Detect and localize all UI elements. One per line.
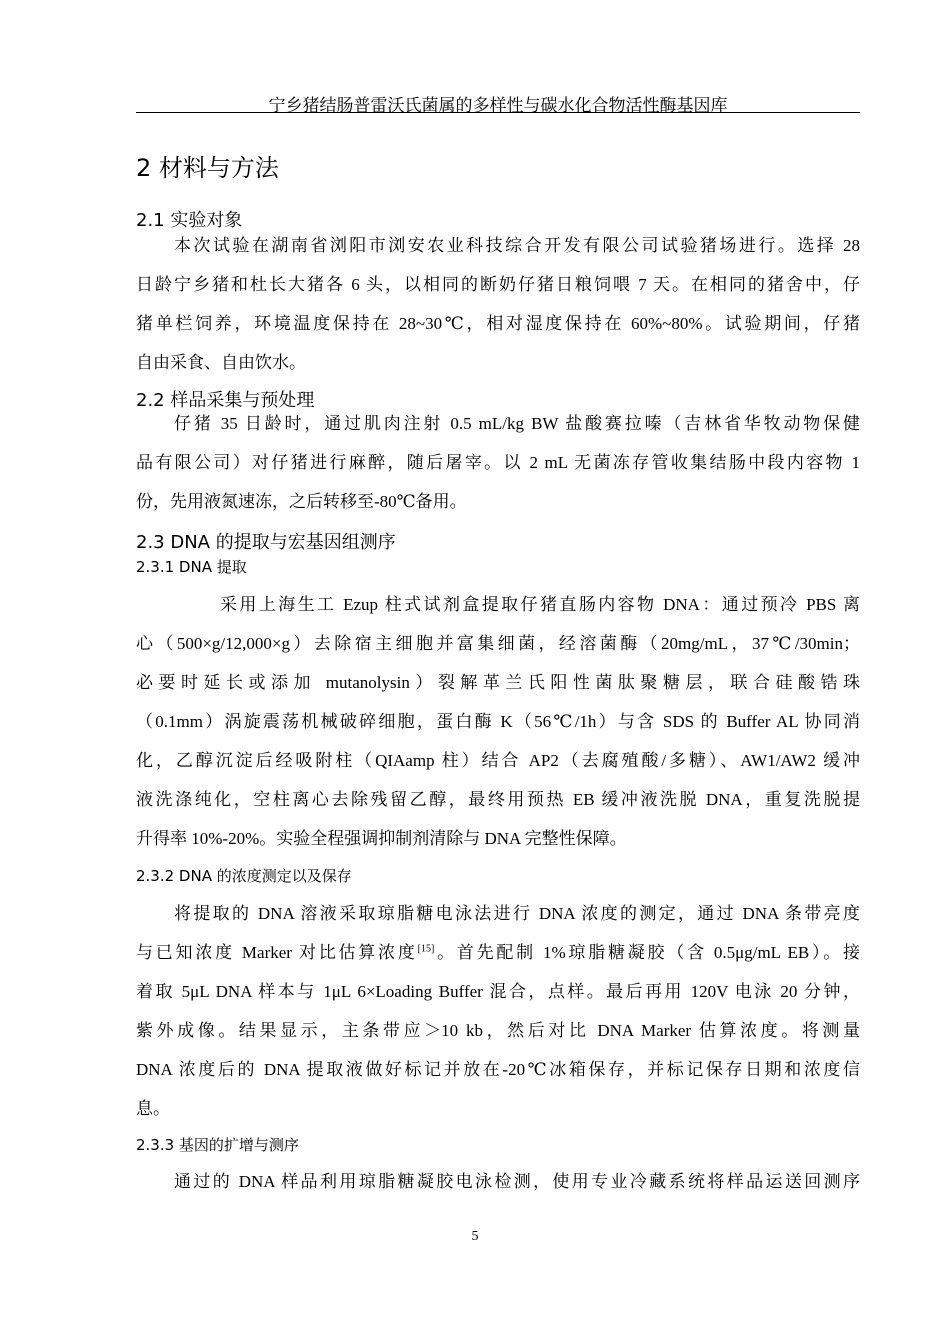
header-rule [136,112,860,113]
text-line: 心（500×g/12,000×g）去除宿主细胞并富集细菌，经溶菌酶（20mg/mL，37℃/30min； [136,634,860,653]
text-line: 份，先用液氮速冻，之后转移至-80℃备用。 [136,492,467,511]
chapter-title: 2 材料与方法 [136,154,279,182]
subsection-heading-2-3-2: 2.3.2 DNA 的浓度测定以及保存 [136,867,352,885]
text-segment: 。首先配制 1%琼脂糖凝胶（含 0.5μg/mL EB）。接 [434,943,861,962]
text-line: 紫外成像。结果显示，主条带应＞10 kb，然后对比 DNA Marker 估算浓度。将测量 [136,1021,860,1040]
paragraph-2-3-2 [136,894,860,1128]
text-line: 采用上海生工 Ezup 柱式试剂盒提取仔猪直肠内容物 DNA：通过预冷 PBS 离 [220,595,860,614]
text-line: 自由采食、自由饮水。 [136,353,306,372]
text-line: 必要时延长或添加 mutanolysin）裂解革兰氏阳性菌肽聚糖层，联合硅酸锆珠 [136,673,860,692]
text-line: 升得率 10%-20%。实验全程强调抑制剂清除与 DNA 完整性保障。 [136,829,627,848]
text-line: DNA 浓度后的 DNA 提取液做好标记并放在-20℃冰箱保存，并标记保存日期和浓度信 [136,1060,860,1079]
text-line: （0.1mm）涡旋震荡机械破碎细胞，蛋白酶 K（56℃/1h）与含 SDS 的 Buffer AL 协同消 [136,712,860,731]
paragraph-2-1 [136,226,860,382]
text-line: 品有限公司）对仔猪进行麻醉，随后屠宰。以 2 mL 无菌冻存管收集结肠中段内容物 1 [136,453,860,472]
running-header: 宁乡猪结肠普雷沃氏菌属的多样性与碳水化合物活性酶基因库 [268,96,728,115]
text-line: 日龄宁乡猪和杜长大猪各 6 头，以相同的断奶仔猪日粮饲喂 7 天。在相同的猪舍中，仔 [136,275,860,294]
section-heading-2-2: 2.2 样品采集与预处理 [136,390,315,411]
paragraph-2-3-1 [136,585,860,858]
subsection-heading-2-3-3: 2.3.3 基因的扩增与测序 [136,1136,299,1154]
text-segment: 与已知浓度 Marker 对比估算浓度 [136,943,418,962]
section-heading-2-1: 2.1 实验对象 [136,210,243,231]
page-number: 5 [471,1229,479,1244]
section-heading-2-3: 2.3 DNA 的提取与宏基因组测序 [136,532,396,553]
text-line: 猪单栏饲养，环境温度保持在 28~30℃，相对湿度保持在 60%~80%。试验期间，仔猪 [136,314,860,333]
text-line: 息。 [136,1099,170,1118]
paragraph-2-3-3 [136,1162,860,1201]
paragraph-2-2 [136,404,860,521]
text-line: 本次试验在湖南省浏阳市浏安农业科技综合开发有限公司试验猪场进行。选择 28 [174,236,860,255]
citation[interactable]: [15] [417,943,435,955]
text-line: 着取 5μL DNA 样本与 1μL 6×Loading Buffer 混合，点样。最后再用 120V 电泳 20 分钟， [136,982,860,1001]
text-line: 通过的 DNA 样品利用琼脂糖凝胶电泳检测，使用专业冷藏系统将样品运送回测序 [174,1172,860,1191]
subsection-heading-2-3-1: 2.3.1 DNA 提取 [136,558,247,576]
text-line: 将提取的 DNA 溶液采取琼脂糖电泳法进行 DNA 浓度的测定，通过 DNA 条带亮度 [174,904,860,923]
text-line: 液洗涤纯化，空柱离心去除残留乙醇，最终用预热 EB 缓冲液洗脱 DNA，重复洗脱提 [136,790,860,809]
text-line: 仔猪 35 日龄时，通过肌肉注射 0.5 mL/kg BW 盐酸赛拉嗪（吉林省华牧动物保健 [174,414,860,433]
text-line [136,933,860,972]
text-line: 化，乙醇沉淀后经吸附柱（QIAamp 柱）结合 AP2（去腐殖酸/多糖）、AW1/AW2 缓冲 [136,751,860,770]
